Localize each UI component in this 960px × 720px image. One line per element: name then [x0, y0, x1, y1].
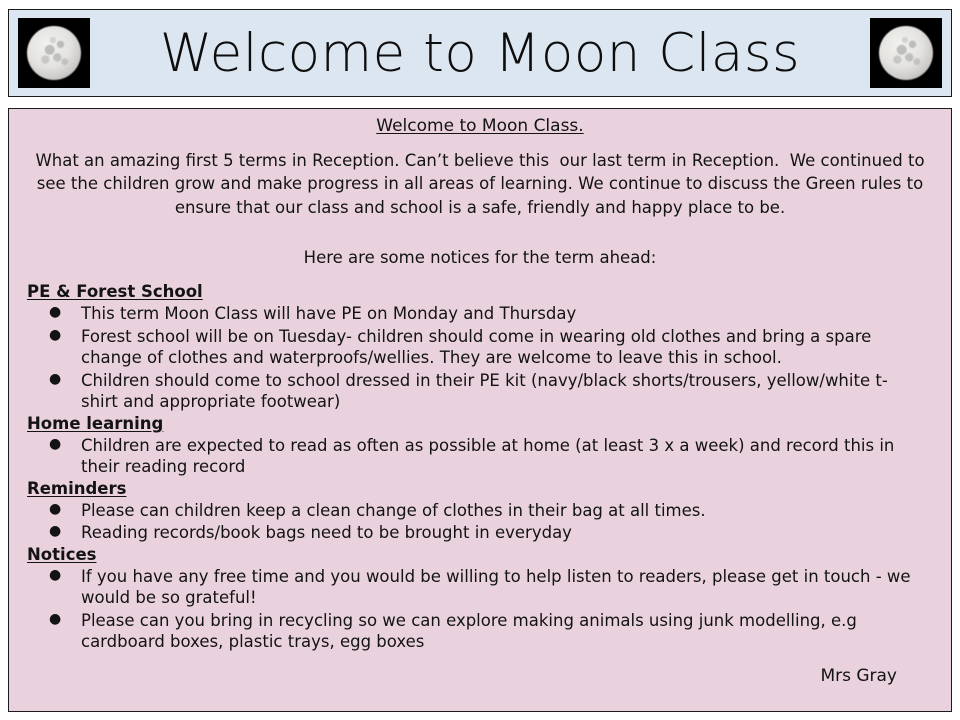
list-item-text: Children are expected to read as often as possible at home (at least 3 x a week) and record this in their reading record: [81, 435, 895, 477]
section-heading: Home learning: [27, 413, 164, 433]
section-heading: PE & Forest School: [27, 282, 203, 302]
moon-disc-left-icon: [27, 26, 81, 80]
signature-text: Mrs Gray: [820, 666, 897, 687]
bullet-dot-icon: ●: [49, 566, 62, 583]
notices-lead-text: Here are some notices for the term ahead:: [303, 248, 657, 268]
bullet-dot-icon: ●: [49, 610, 62, 627]
section-reminders: [9, 478, 951, 544]
bullet-dot-icon: ●: [49, 523, 62, 540]
list-item: [49, 369, 923, 413]
moon-disc-right-icon: [879, 26, 933, 80]
bullet-dot-icon: ●: [49, 500, 62, 517]
section-bullet-list: [9, 499, 951, 544]
intro-paragraph: What an amazing first 5 terms in Reception. Can’t believe this our last term in Reception. We continued to see the children grow and make progress in all areas of learning. We continue to discuss the Green rules to ensure that our class and school is a safe, friendly and happy place to be.: [35, 151, 930, 217]
newsletter-body-panel: [8, 108, 952, 712]
section-bullet-list: [9, 434, 951, 478]
bullet-dot-icon: ●: [49, 326, 62, 343]
list-item-text: Forest school will be on Tuesday- children should come in wearing old clothes and bring a spare change of clothes and waterproofs/wellies. They are welcome to leave this in school.: [81, 326, 872, 368]
list-item-text: Reading records/book bags need to be brought in everyday: [81, 523, 572, 543]
list-item-text: Please can children keep a clean change of clothes in their bag at all times.: [81, 500, 706, 520]
page-title: Welcome to Moon Class: [159, 23, 801, 84]
section-heading: Reminders: [27, 478, 127, 498]
bullet-dot-icon: ●: [49, 304, 62, 321]
list-item-text: Please can you bring in recycling so we can explore making animals using junk modelling, e.g cardboard boxes, plastic trays, egg boxes: [81, 610, 857, 651]
section-bullet-list: [9, 565, 951, 653]
list-item: [49, 521, 923, 543]
header-banner: [8, 9, 952, 97]
list-item: [49, 434, 923, 478]
list-item-text: Children should come to school dressed in their PE kit (navy/black shorts/trousers, yellow/white t-shirt and appropriate footwear): [81, 370, 888, 412]
moon-photo-left-icon: [18, 18, 90, 88]
intro-title: Welcome to Moon Class.: [376, 116, 584, 136]
list-item: [49, 302, 923, 324]
list-item: [49, 499, 923, 521]
list-item-text: If you have any free time and you would be willing to help listen to readers, please get in touch - we would be so grateful!: [81, 566, 911, 608]
section-bullet-list: [9, 302, 951, 412]
section-home-learning: [9, 413, 951, 478]
bullet-dot-icon: ●: [49, 435, 62, 452]
bullet-dot-icon: ●: [49, 370, 62, 387]
section-notices: [9, 544, 951, 653]
list-item: [49, 325, 923, 369]
section-pe-forest-school: [9, 281, 951, 412]
list-item-text: This term Moon Class will have PE on Monday and Thursday: [81, 304, 577, 324]
list-item: [49, 565, 923, 609]
moon-photo-right-icon: [870, 18, 942, 88]
section-heading: Notices: [27, 544, 97, 564]
list-item: [49, 609, 923, 653]
